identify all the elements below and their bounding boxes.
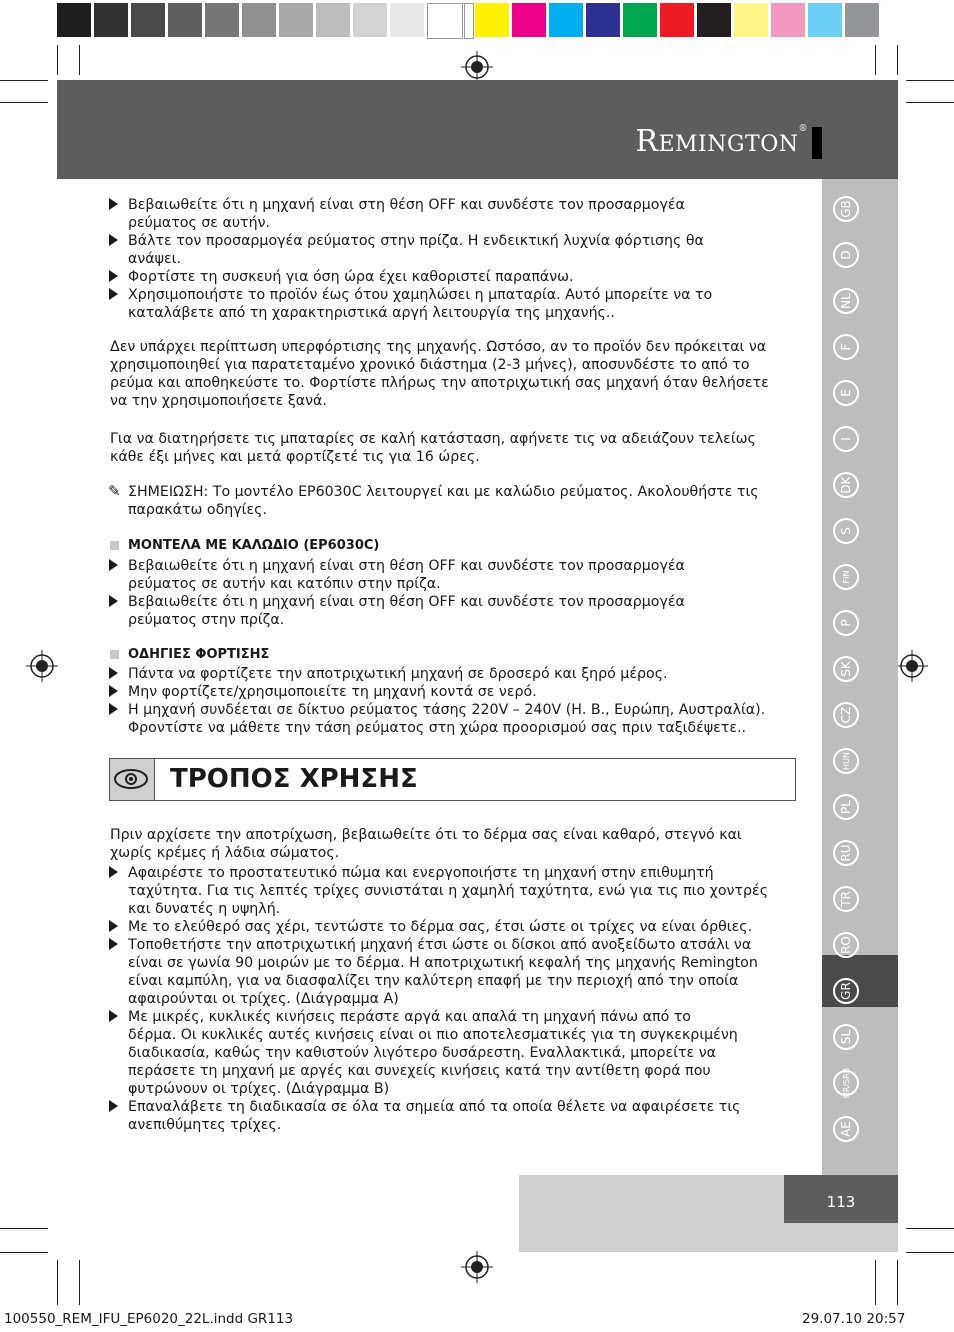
bullet-text: Φορτίστε τη συσκευή για όση ώρα έχει καθοριστεί παραπάνω. [128, 269, 574, 285]
color-swatch [734, 3, 768, 37]
color-swatch [279, 3, 313, 37]
bullet-text: ταχύτητα. Για τις λεπτές τρίχες συνιστάται η χαμηλή ταχύτητα, ενώ για τις πιο χοντρές [128, 883, 769, 899]
color-swatch [168, 3, 202, 37]
bullet-text: δέρμα. Οι κυκλικές αυτές κινήσεις είναι οι πιο αποτελεσματικές για τη συγκεκριμένη [128, 1027, 738, 1043]
crop-mark [906, 1252, 954, 1253]
color-swatch [57, 3, 91, 37]
crop-mark [0, 1252, 48, 1253]
brand-bar [812, 127, 822, 159]
bullet-arrow-icon [109, 685, 118, 697]
crop-mark [0, 80, 48, 81]
bullet-arrow-icon [109, 866, 118, 878]
eye-icon [110, 759, 153, 799]
language-tab-gr[interactable]: GR [833, 978, 859, 1004]
registration-mark-icon [461, 51, 493, 83]
subheading: ΜΟΝΤΕΛΑ ΜΕ ΚΑΛΩΔΙΟ (EP6030C) [128, 538, 380, 553]
heading-square-icon [110, 541, 119, 550]
registration-mark-icon [26, 650, 58, 682]
paragraph-text: κάθε έξι μήνες και μετά φορτίζετέ τις για 16 ώρες. [110, 449, 480, 465]
crop-mark [906, 1228, 954, 1229]
color-swatch [205, 3, 239, 37]
color-swatch [697, 3, 731, 37]
bullet-text: περάσετε τη μηχανή με αργές και συνεχείς κινήσεις κατά την αντίθετη φορά που [128, 1063, 711, 1079]
bullet-arrow-icon [109, 703, 118, 715]
crop-mark [79, 45, 80, 75]
bullet-text: και δυνατές η υψηλή. [128, 901, 281, 917]
bullet-arrow-icon [109, 270, 118, 282]
paragraph-text: Για να διατηρήσετε τις μπαταρίες σε καλή κατάσταση, αφήνετε τις να αδειάζουν τελείως [110, 431, 756, 447]
color-swatch [623, 3, 657, 37]
color-swatch [771, 3, 805, 37]
language-tab-d[interactable]: D [833, 242, 859, 268]
bullet-arrow-icon [109, 595, 118, 607]
bullet-text: Βάλτε τον προσαρμογέα ρεύματος στην πρίζα. Η ενδεικτική λυχνία φόρτισης θα [128, 233, 704, 249]
crop-mark [906, 80, 954, 81]
heading-square-icon [110, 650, 119, 659]
bullet-arrow-icon [109, 920, 118, 932]
language-tab-dk[interactable]: DK [833, 472, 859, 498]
note-text: ΣΗΜΕΙΩΣΗ: Το μοντέλο EP6030C λειτουργεί και με καλώδιο ρεύματος. Ακολουθήστε τις [128, 484, 759, 500]
page-header [57, 80, 898, 179]
crop-mark [897, 1260, 898, 1305]
paragraph-text: ρεύμα και αποθηκεύστε το. Φορτίστε πλήρως την αποτριχωτική σας μηχανή όταν θελήσετε [110, 375, 769, 391]
paragraph-text: Δεν υπάρχει περίπτωση υπερφόρτισης της μηχανής. Ωστόσο, αν το προϊόν δεν πρόκειται να [110, 339, 767, 355]
color-swatch [475, 3, 509, 37]
bullet-text: Πάντα να φορτίζετε την αποτριχωτική μηχανή σε δροσερό και ξηρό μέρος. [128, 666, 668, 682]
language-tab-p[interactable]: P [833, 610, 859, 636]
language-tab-ae[interactable]: AE [833, 1116, 859, 1142]
bullet-text: διαδικασία, καθώς την καθιστούν λιγότερο δυσάρεστη. Εναλλακτικά, μπορείτε να [128, 1045, 716, 1061]
bullet-arrow-icon [109, 559, 118, 571]
bullet-text: καταλάβετε από τη χαρακτηριστικά αργή λειτουργία της μηχανής.. [128, 305, 615, 321]
bullet-text: είναι σε γωνία 90 μοιρών με το δέρμα. Η αποτριχωτική κεφαλή της μηχανής Remington [128, 955, 758, 971]
language-tab-i[interactable]: I [833, 426, 859, 452]
bullet-text: φυτρώνουν οι τρίχες. (Διάγραμμα B) [128, 1081, 390, 1097]
crop-mark [0, 102, 48, 103]
paragraph-text: χρησιμοποιηθεί για παρατεταμένο χρονικό διάστημα (2-3 μήνες), αποσυνδέστε το από το [110, 357, 750, 373]
crop-mark [906, 102, 954, 103]
brand-logo: REMINGTON® [635, 124, 808, 159]
language-tab-fin[interactable]: FIN [833, 564, 859, 590]
file-slug: 100550_REM_IFU_EP6020_22L.indd GR113 [4, 1311, 294, 1327]
crop-mark [897, 45, 898, 75]
color-swatch [549, 3, 583, 37]
color-swatch [512, 3, 546, 37]
color-swatch [242, 3, 276, 37]
color-swatch [586, 3, 620, 37]
bullet-arrow-icon [109, 288, 118, 300]
paragraph-text: να την χρησιμοποιήσετε ξανά. [110, 393, 327, 409]
color-swatch [464, 3, 474, 39]
section-icon-cell [109, 758, 155, 801]
color-swatch [353, 3, 387, 37]
bullet-text: Βεβαιωθείτε ότι η μηχανή είναι στη θέση OFF και συνδέστε τον προσαρμογέα [128, 197, 685, 213]
language-tab-ru[interactable]: RU [833, 840, 859, 866]
bullet-text: Τοποθετήστε την αποτριχωτική μηχανή έτσι ώστε οι δίσκοι από ανοξείδωτο ατσάλι να [128, 937, 752, 953]
language-tab-sk[interactable]: SK [833, 656, 859, 682]
bullet-text: Με το ελεύθερό σας χέρι, τεντώστε το δέρμα σας, έτσι ώστε οι τρίχες να είναι όρθιες. [128, 919, 753, 935]
bullet-text: Η μηχανή συνδέεται σε δίκτυο ρεύματος τάσης 220V – 240V (Η. Β., Ευρώπη, Αυστραλία). [128, 702, 766, 718]
active-language-band [822, 955, 898, 1007]
date-slug: 29.07.10 20:57 [802, 1311, 906, 1327]
crop-mark [57, 45, 58, 75]
bullet-text: είναι καμπύλη, για να διασφαλίζει την καλύτερη επαφή με την περιοχή από την οποία [128, 973, 739, 989]
note-icon: ✎ [108, 482, 121, 500]
language-tab-s[interactable]: S [833, 518, 859, 544]
bullet-arrow-icon [109, 938, 118, 950]
color-swatch [94, 3, 128, 37]
bullet-text: ρεύματος σε αυτήν. [128, 215, 271, 231]
crop-mark [875, 1260, 876, 1305]
crop-mark [57, 1260, 58, 1305]
registration-mark-icon [461, 1251, 493, 1283]
bullet-text: ρεύματος σε αυτήν και κατόπιν στην πρίζα. [128, 576, 441, 592]
bullet-text: Αφαιρέστε το προστατευτικό πώμα και ενεργοποιήστε τη μηχανή στην επιθυμητή [128, 865, 714, 881]
color-swatch [427, 3, 463, 39]
color-swatch [131, 3, 165, 37]
color-swatch [808, 3, 842, 37]
bullet-arrow-icon [109, 1100, 118, 1112]
bullet-text: Φροντίστε να μάθετε την τάση ρεύματος στη χώρα προορισμού σας πριν ταξιδέψετε.. [128, 720, 747, 736]
bullet-text: Επαναλάβετε τη διαδικασία σε όλα τα σημεία από τα οποία θέλετε να αφαιρέσετε τις [128, 1099, 741, 1115]
bullet-text: Μην φορτίζετε/χρησιμοποιείτε τη μηχανή κοντά σε νερό. [128, 684, 537, 700]
bullet-text: Βεβαιωθείτε ότι η μηχανή είναι στη θέση OFF και συνδέστε τον προσαρμογέα [128, 594, 685, 610]
bullet-arrow-icon [109, 234, 118, 246]
bullet-arrow-icon [109, 667, 118, 679]
bullet-arrow-icon [109, 198, 118, 210]
crop-mark [79, 1260, 80, 1305]
bullet-text: Με μικρές, κυκλικές κινήσεις περάστε αργά και απαλά τη μηχανή πάνω από το [128, 1009, 691, 1025]
language-tab-hr-srb[interactable]: HR/SRB [833, 1070, 859, 1096]
language-tab-ro[interactable]: RO [833, 932, 859, 958]
section-title: ΤΡΟΠΟΣ ΧΡΗΣΗΣ [170, 764, 418, 794]
language-tab-pl[interactable]: PL [833, 794, 859, 820]
paragraph-text: χωρίς κρέμες ή λάδια σώματος. [110, 845, 340, 861]
language-tab-hun[interactable]: HUN [833, 748, 859, 774]
bullet-text: αφαιρούνται οι τρίχες. (Διάγραμμα A) [128, 991, 399, 1007]
bullet-text: ρεύματος στην πρίζα. [128, 612, 285, 628]
paragraph-text: Πριν αρχίσετε την αποτρίχωση, βεβαιωθείτε ότι το δέρμα σας είναι καθαρό, στεγνό και [110, 827, 742, 843]
language-tab-e[interactable]: E [833, 380, 859, 406]
language-tab-tr[interactable]: TR [833, 886, 859, 912]
language-tab-f[interactable]: F [833, 334, 859, 360]
color-swatch [390, 3, 424, 37]
color-swatch [316, 3, 350, 37]
page-number: 113 [826, 1193, 856, 1211]
language-tab-cz[interactable]: CZ [833, 702, 859, 728]
bullet-arrow-icon [109, 1010, 118, 1022]
crop-mark [0, 1228, 48, 1229]
bullet-text: Βεβαιωθείτε ότι η μηχανή είναι στη θέση OFF και συνδέστε τον προσαρμογέα [128, 558, 685, 574]
language-tab-strip [822, 179, 898, 1175]
language-tab-sl[interactable]: SL [833, 1024, 859, 1050]
registration-mark-icon [896, 650, 928, 682]
color-swatch [845, 3, 879, 37]
crop-mark [875, 45, 876, 75]
note-text: παρακάτω οδηγίες. [128, 502, 267, 518]
bullet-text: ανάψει. [128, 251, 181, 267]
subheading: ΟΔΗΓΙΕΣ ΦΟΡΤΙΣΗΣ [128, 647, 270, 662]
bullet-text: Χρησιμοποιήστε το προϊόν έως ότου χαμηλώσει η μπαταρία. Αυτό μπορείτε να το [128, 287, 713, 303]
bullet-text: ανεπιθύμητες τρίχες. [128, 1117, 282, 1133]
language-tab-gb[interactable]: GB [833, 196, 859, 222]
color-swatch [660, 3, 694, 37]
language-tab-nl[interactable]: NL [833, 288, 859, 314]
